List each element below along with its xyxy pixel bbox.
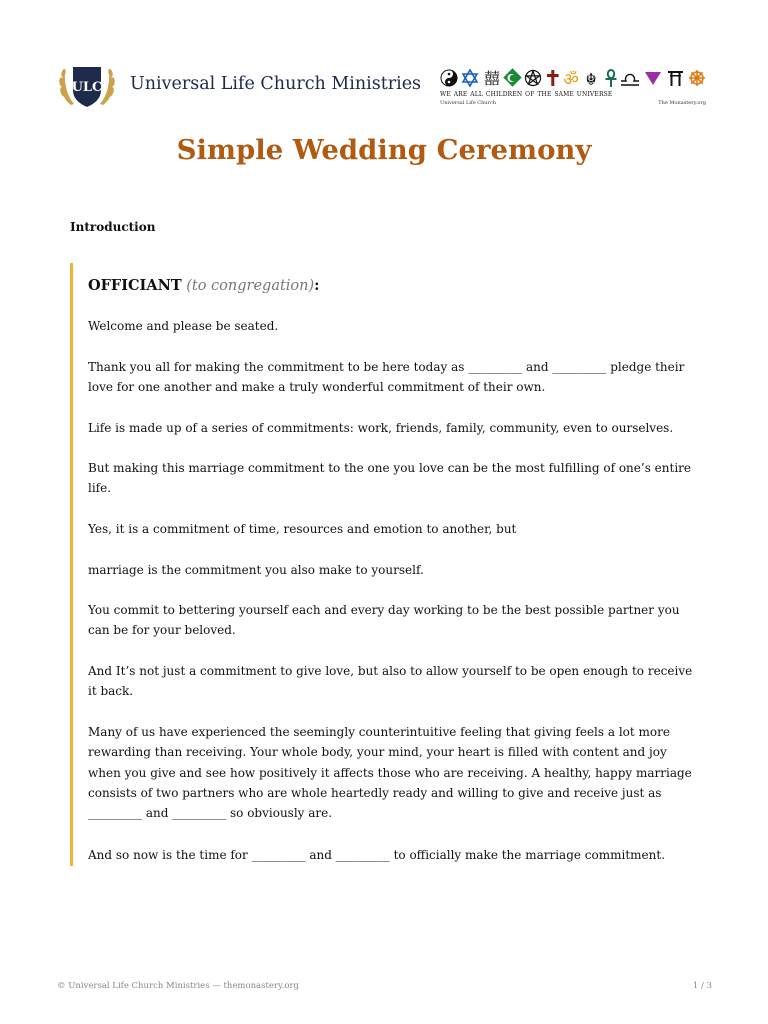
paragraph: You commit to bettering yourself each and every day working to be the best possible partner you can be for your beloved. (88, 603, 680, 638)
ankh-icon (606, 70, 617, 87)
star-of-david-icon (463, 70, 477, 86)
paragraph: marriage is the commitment you also make to yourself. (88, 563, 424, 577)
ulc-logo (57, 64, 117, 108)
faith-sub-right: The Monastery.org (658, 100, 706, 106)
faith-symbols (440, 68, 706, 88)
page-header (57, 64, 712, 108)
paragraph: And It’s not just a commitment to give love, but also to allow yourself to be open enough to receive it back. (88, 664, 693, 699)
dharma-wheel-icon (689, 70, 705, 86)
paragraph: Thank you all for making the commitment to be here today as _________ and _________ pledge their love for one another and make a truly wonderful commitment of their own. (88, 360, 685, 395)
svg-text:囍: 囍 (483, 69, 501, 88)
officiant-speech (70, 263, 696, 866)
svg-text:☬: ☬ (585, 70, 597, 88)
cross-icon (547, 70, 559, 86)
khanda-icon (585, 70, 596, 88)
pentacle-icon (526, 71, 541, 86)
stage-direction: (to congregation) (186, 278, 315, 294)
paragraph: But making this marriage commitment to the one you love can be the most fulfilling of one’s entire life. (88, 461, 691, 496)
bahai-icon (484, 69, 500, 88)
document-title: Simple Wedding Ceremony (176, 134, 592, 166)
om-icon (563, 70, 579, 88)
logo-letters: ULC (71, 80, 103, 95)
faith-motto: we are all children of the same universe (440, 89, 613, 99)
torii-icon (668, 71, 683, 86)
paragraph: And so now is the time for _________ and _________ to officially make the marriage commitment. (88, 848, 666, 862)
paragraph: Yes, it is a commitment of time, resources and emotion to another, but (88, 522, 517, 536)
footer-copyright: © Universal Life Church Ministries — themonastery.org (57, 981, 299, 991)
speaker-line (88, 277, 320, 294)
page-number: 1 / 3 (692, 981, 712, 991)
paragraph: Life is made up of a series of commitments: work, friends, family, community, even to ourselves. (88, 421, 674, 435)
svg-text:ॐ: ॐ (563, 70, 579, 88)
speaker-colon: : (314, 277, 320, 294)
speaker-name: OFFICIANT (88, 277, 182, 294)
libra-icon (621, 74, 639, 85)
section-heading: Introduction (70, 220, 156, 234)
islam-icon (503, 68, 521, 86)
org-name: Universal Life Church Ministries (130, 74, 422, 94)
faith-banner (440, 68, 712, 108)
faith-sub-left: Universal Life Church (440, 100, 496, 106)
paragraph: Many of us have experienced the seemingly counterintuitive feeling that giving feels a lot more rewarding than receiving. Your whole body, your mind, your heart is filled with content and joy when you give and see how positively it affects those who are receiving. A healthy, happy marriage consists of two partners who are whole heartedly ready and willing to give and receive just as _________ and _________ so obviously are. (88, 725, 692, 821)
triangle-icon (645, 72, 661, 85)
paragraph: Welcome and please be seated. (88, 319, 279, 333)
yin-yang-icon (441, 70, 457, 86)
